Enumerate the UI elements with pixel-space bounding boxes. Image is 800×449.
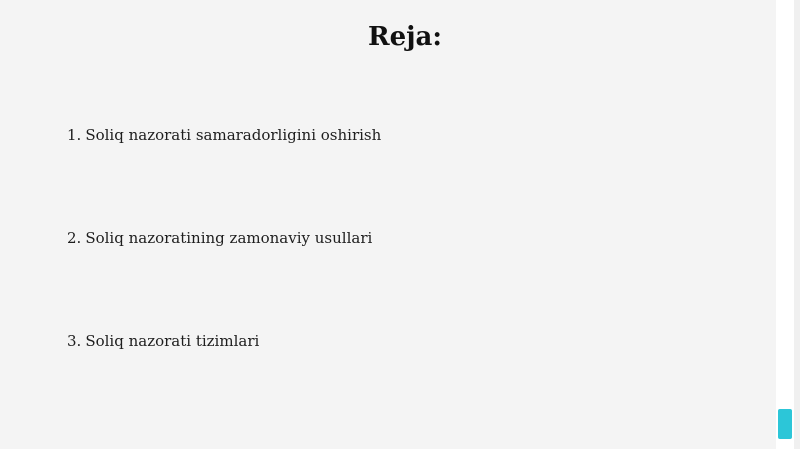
scrollbar-edge [794, 0, 800, 449]
slide-title: Reja: [367, 22, 442, 52]
plan-item-text: Soliq nazorati samaradorligini oshirish [85, 126, 382, 144]
plan-item-text: Soliq nazorati tizimlari [85, 332, 260, 350]
plan-item [67, 125, 381, 145]
plan-item-text: Soliq nazoratining zamonaviy usullari [85, 229, 373, 247]
plan-item-number: 1. [67, 126, 82, 144]
plan-item-number: 3. [67, 332, 82, 350]
scrollbar-thumb[interactable] [778, 409, 792, 439]
plan-item [67, 228, 372, 248]
plan-item [67, 331, 259, 351]
plan-item-number: 2. [67, 229, 82, 247]
